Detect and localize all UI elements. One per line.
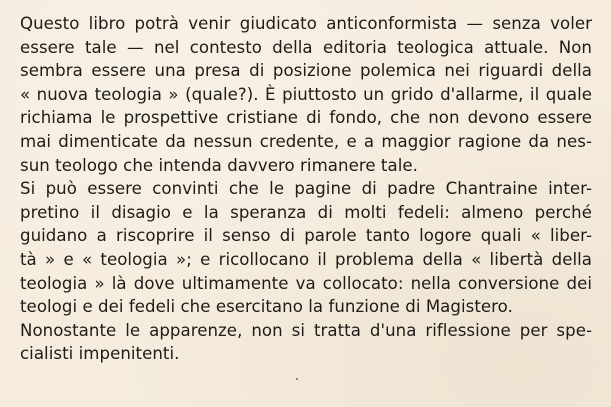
text-line: teologia » là dove ultimamente va collocato: nella conversione dei bbox=[20, 273, 592, 293]
body-text bbox=[20, 12, 592, 366]
text-line: mai dimenticate da nessun credente, e a maggior ragione da nes- bbox=[20, 131, 592, 151]
text-line: sembra essere una presa di posizione polemica nei riguardi della bbox=[20, 61, 592, 81]
text-line: pretino il disagio e la speranza di molti fedeli: almeno perché bbox=[20, 202, 592, 222]
text-line: essere tale — nel contesto della editoria teologica attuale. Non bbox=[20, 37, 592, 57]
text-line: « nuova teologia » (quale?). È piuttosto un grido d'allarme, il quale bbox=[20, 84, 592, 104]
text-line: Questo libro potrà venir giudicato anticonformista — senza voler bbox=[20, 14, 592, 33]
paper-speck bbox=[296, 378, 298, 380]
text-line: tà » e « teologia »; e ricollocano il problema della « libertà della bbox=[20, 249, 592, 269]
text-line: cialisti impenitenti. bbox=[20, 344, 180, 364]
text-line: guidano a riscoprire il senso di parole tanto logore quali « liber- bbox=[20, 226, 592, 246]
text-line: richiama le prospettive cristiane di fondo, che non devono essere bbox=[20, 108, 592, 128]
text-line: teologi e dei fedeli che esercitano la funzione di Magistero. bbox=[20, 297, 513, 317]
text-line: Si può essere convinti che le pagine di padre Chantraine inter- bbox=[20, 179, 592, 199]
text-line: Nonostante le apparenze, non si tratta d'una riflessione per spe- bbox=[20, 320, 592, 340]
text-line: sun teologo che intenda davvero rimanere tale. bbox=[20, 155, 418, 175]
